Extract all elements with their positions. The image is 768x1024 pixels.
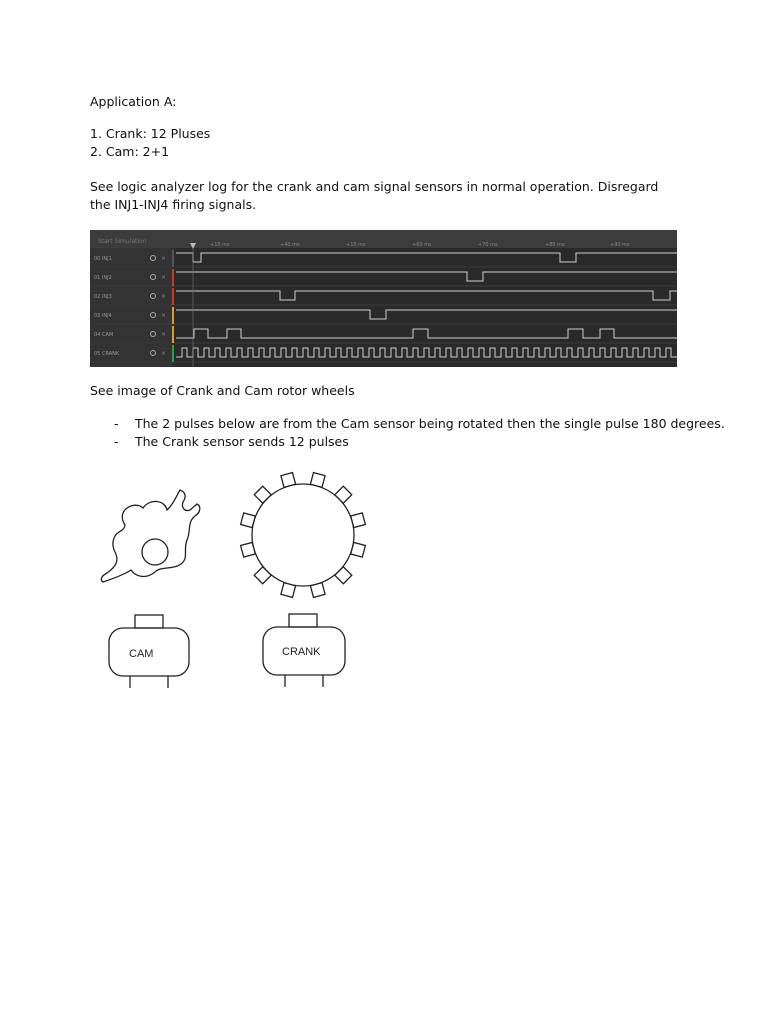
crank-wheel [241, 473, 366, 598]
close-icon[interactable]: × [161, 293, 167, 300]
close-icon[interactable]: × [161, 331, 167, 338]
bullet-item [114, 433, 119, 451]
channel-label: 01 INJ2 [94, 275, 112, 281]
channel-label: 03 INJ4 [94, 313, 112, 319]
crank-label: CRANK [282, 646, 321, 658]
close-icon[interactable]: × [161, 350, 167, 357]
paragraph-logic-analyzer: See logic analyzer log for the crank and cam signal sensors in normal operation. Disregard the INJ1-INJ4 firing signals. [90, 179, 659, 212]
crank-tooth [241, 513, 256, 528]
time-label: +90 ms [610, 242, 630, 248]
logic-analyzer-capture [90, 230, 677, 367]
bullet-text: The Crank sensor sends 12 pulses [135, 434, 349, 449]
crank-tooth [281, 583, 296, 598]
crank-tooth [335, 486, 352, 503]
time-label: +40 ms [280, 242, 300, 248]
rotor-diagram-svg [95, 470, 385, 695]
bullet-dash: - [114, 434, 119, 449]
list-item-cam: 2. Cam: 2+1 [90, 144, 170, 159]
time-label: +60 ms [412, 242, 432, 248]
crank-tooth [281, 473, 296, 488]
bullet-item [114, 415, 119, 433]
close-icon[interactable]: × [161, 255, 167, 262]
paragraph-rotor-wheels: See image of Crank and Cam rotor wheels [90, 383, 355, 398]
cam-wheel [101, 490, 199, 582]
close-icon[interactable]: × [161, 274, 167, 281]
crank-tooth [254, 486, 271, 503]
analyzer-header-label[interactable]: Start Simulation [98, 238, 147, 245]
time-label: +70 ms [478, 242, 498, 248]
channel-label: 02 INJ3 [94, 294, 112, 300]
channel-label: 00 INJ1 [94, 256, 112, 262]
cam-sensor [109, 615, 189, 688]
list-item-crank: 1. Crank: 12 Pluses [90, 126, 211, 141]
document-heading: Application A: [90, 94, 177, 109]
bullet-dash: - [114, 416, 119, 431]
time-label: +10 ms [210, 242, 230, 248]
crank-tooth [351, 542, 366, 557]
time-label: +10 ms [346, 242, 366, 248]
crank-tooth [254, 567, 271, 584]
crank-tooth [335, 567, 352, 584]
channel-label: 05 CRANK [94, 351, 120, 357]
crank-tooth [310, 583, 325, 598]
rotor-wheel-diagram [95, 470, 385, 695]
crank-tooth [310, 473, 325, 488]
bullet-text: The 2 pulses below are from the Cam sensor being rotated then the single pulse 180 degrees. [135, 416, 725, 431]
logic-analyzer-svg [90, 230, 677, 367]
cam-label: CAM [129, 648, 154, 660]
crank-sensor [263, 614, 345, 687]
crank-tooth [241, 542, 256, 557]
close-icon[interactable]: × [161, 312, 167, 319]
channel-label: 04 CAM [94, 332, 114, 338]
crank-tooth [351, 513, 366, 528]
time-label: +80 ms [545, 242, 565, 248]
